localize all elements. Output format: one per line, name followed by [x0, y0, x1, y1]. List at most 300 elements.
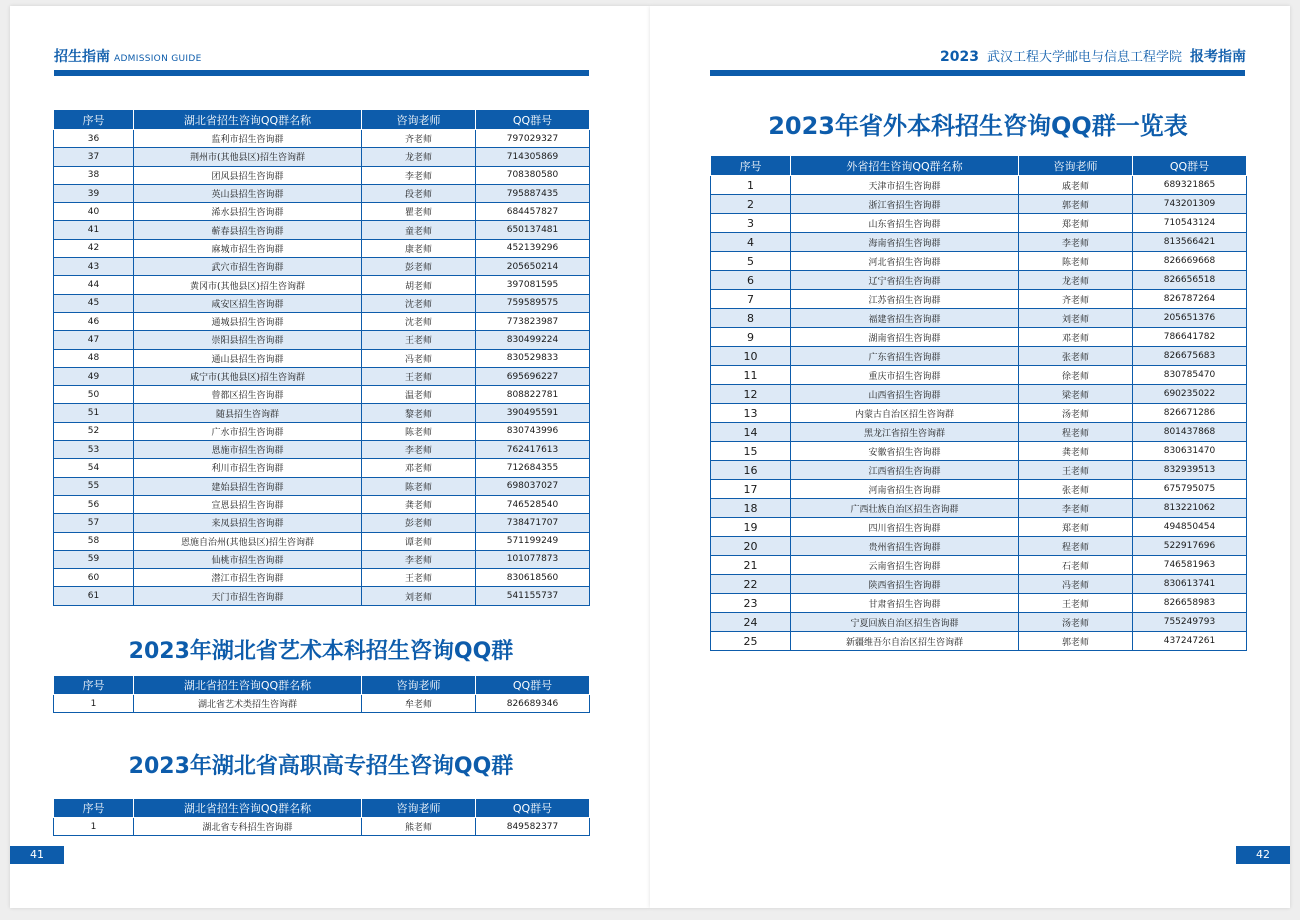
cell-group-name: 恩施自治州(其他县区)招生咨询群: [134, 532, 362, 550]
out-of-province-qq-table: [710, 155, 1247, 651]
table-row: [54, 184, 590, 202]
cell-qq-number: 690235022: [1133, 385, 1247, 404]
header-subtitle: ADMISSION GUIDE: [114, 54, 202, 64]
cell-group-name: 重庆市招生咨询群: [791, 366, 1019, 385]
cell-qq-number: 205650214: [476, 258, 590, 276]
table-row: [711, 214, 1247, 233]
table-row: [54, 587, 590, 605]
cell-group-name: 监利市招生咨询群: [134, 130, 362, 148]
table-row: [711, 442, 1247, 461]
cell-group-name: 浠水县招生咨询群: [134, 203, 362, 221]
cell-number: 36: [54, 130, 134, 148]
table-row: [54, 532, 590, 550]
cell-number: 48: [54, 349, 134, 367]
cell-number: 37: [54, 148, 134, 166]
cell-teacher: 沈老师: [362, 294, 476, 312]
cell-qq-number: 695696227: [476, 367, 590, 385]
cell-group-name: 咸宁市(其他县区)招生咨询群: [134, 367, 362, 385]
cell-group-name: 广东省招生咨询群: [791, 347, 1019, 366]
cell-teacher: 刘老师: [362, 587, 476, 605]
table-row: [54, 367, 590, 385]
cell-teacher: 张老师: [1019, 347, 1133, 366]
cell-group-name: 荆州市(其他县区)招生咨询群: [134, 148, 362, 166]
cell-qq-number: 830499224: [476, 331, 590, 349]
table-row: [711, 461, 1247, 480]
cell-teacher: 陈老师: [362, 422, 476, 440]
cell-qq-number: 762417613: [476, 441, 590, 459]
cell-number: 4: [711, 233, 791, 252]
table-row: [54, 441, 590, 459]
cell-group-name: 宣恩县招生咨询群: [134, 495, 362, 513]
cell-qq-number: 773823987: [476, 312, 590, 330]
cell-number: 60: [54, 569, 134, 587]
cell-number: 49: [54, 367, 134, 385]
table-header-row: [54, 676, 590, 695]
cell-teacher: 邓老师: [362, 459, 476, 477]
cell-qq-number: 759589575: [476, 294, 590, 312]
cell-qq-number: 797029327: [476, 130, 590, 148]
table-row: [54, 130, 590, 148]
cell-teacher: 黎老师: [362, 404, 476, 422]
cell-group-name: 云南省招生咨询群: [791, 556, 1019, 575]
table-row: [54, 422, 590, 440]
cell-teacher: 龙老师: [1019, 271, 1133, 290]
cell-group-name: 海南省招生咨询群: [791, 233, 1019, 252]
cell-number: 52: [54, 422, 134, 440]
table-row: [54, 695, 590, 713]
cell-qq-number: 571199249: [476, 532, 590, 550]
col-header-name: 外省招生咨询QQ群名称: [791, 156, 1019, 176]
table-row: [711, 385, 1247, 404]
cell-qq-number: 826671286: [1133, 404, 1247, 423]
table-row: [711, 632, 1247, 651]
cell-teacher: 石老师: [1019, 556, 1133, 575]
cell-group-name: 广西壮族自治区招生咨询群: [791, 499, 1019, 518]
cell-teacher: 沈老师: [362, 312, 476, 330]
table-row: [54, 276, 590, 294]
col-header-qq: QQ群号: [476, 110, 590, 130]
table-row: [711, 518, 1247, 537]
cell-group-name: 团风县招生咨询群: [134, 166, 362, 184]
cell-number: 11: [711, 366, 791, 385]
cell-number: 7: [711, 290, 791, 309]
cell-teacher: 齐老师: [362, 130, 476, 148]
col-header-qq: QQ群号: [476, 676, 590, 695]
table-header-row: [54, 110, 590, 130]
cell-number: 9: [711, 328, 791, 347]
cell-qq-number: 813566421: [1133, 233, 1247, 252]
cell-group-name: 武穴市招生咨询群: [134, 258, 362, 276]
cell-group-name: 英山县招生咨询群: [134, 184, 362, 202]
cell-teacher: 冯老师: [362, 349, 476, 367]
cell-teacher: 王老师: [1019, 461, 1133, 480]
col-header-teacher: 咨询老师: [362, 110, 476, 130]
table-row: [711, 366, 1247, 385]
cell-number: 45: [54, 294, 134, 312]
cell-group-name: 随县招生咨询群: [134, 404, 362, 422]
cell-qq-number: 522917696: [1133, 537, 1247, 556]
cell-number: 20: [711, 537, 791, 556]
cell-teacher: 胡老师: [362, 276, 476, 294]
cell-teacher: 谭老师: [362, 532, 476, 550]
col-header-qq: QQ群号: [1133, 156, 1247, 176]
cell-group-name: 江西省招生咨询群: [791, 461, 1019, 480]
cell-number: 23: [711, 594, 791, 613]
cell-teacher: 齐老师: [1019, 290, 1133, 309]
cell-number: 44: [54, 276, 134, 294]
header-year: 2023: [940, 49, 979, 65]
cell-qq-number: 746581963: [1133, 556, 1247, 575]
left-page: [10, 6, 650, 908]
page-number: 41: [10, 846, 64, 864]
cell-teacher: 康老师: [362, 239, 476, 257]
col-header-name: 湖北省招生咨询QQ群名称: [134, 676, 362, 695]
cell-teacher: 龚老师: [1019, 442, 1133, 461]
cell-qq-number: 830743996: [476, 422, 590, 440]
cell-teacher: 李老师: [1019, 499, 1133, 518]
cell-qq-number: 746528540: [476, 495, 590, 513]
cell-number: 24: [711, 613, 791, 632]
cell-group-name: 来凤县招生咨询群: [134, 514, 362, 532]
header-title: 报考指南: [1190, 49, 1246, 65]
cell-qq-number: 675795075: [1133, 480, 1247, 499]
col-header-teacher: 咨询老师: [1019, 156, 1133, 176]
cell-group-name: 咸安区招生咨询群: [134, 294, 362, 312]
cell-number: 51: [54, 404, 134, 422]
cell-qq-number: 830529833: [476, 349, 590, 367]
cell-qq-number: 808822781: [476, 386, 590, 404]
cell-group-name: 陕西省招生咨询群: [791, 575, 1019, 594]
cell-qq-number: 689321865: [1133, 176, 1247, 195]
cell-group-name: 辽宁省招生咨询群: [791, 271, 1019, 290]
cell-teacher: 郭老师: [1019, 632, 1133, 651]
cell-group-name: 曾都区招生咨询群: [134, 386, 362, 404]
cell-number: 13: [711, 404, 791, 423]
table-row: [711, 613, 1247, 632]
table-row: [54, 404, 590, 422]
cell-group-name: 甘肃省招生咨询群: [791, 594, 1019, 613]
table-header-row: [711, 156, 1247, 176]
cell-group-name: 建始县招生咨询群: [134, 477, 362, 495]
cell-number: 40: [54, 203, 134, 221]
cell-teacher: 梁老师: [1019, 385, 1133, 404]
out-of-province-title: 2023年省外本科招生咨询QQ群一览表: [768, 112, 1188, 140]
cell-number: 12: [711, 385, 791, 404]
cell-number: 22: [711, 575, 791, 594]
cell-number: 5: [711, 252, 791, 271]
col-header-no: 序号: [54, 799, 134, 818]
table-row: [54, 221, 590, 239]
header-school: 武汉工程大学邮电与信息工程学院: [986, 50, 1182, 65]
table-row: [711, 423, 1247, 442]
table-row: [711, 195, 1247, 214]
cell-teacher: 彭老师: [362, 258, 476, 276]
cell-number: 8: [711, 309, 791, 328]
table-row: [54, 569, 590, 587]
cell-teacher: 汤老师: [1019, 613, 1133, 632]
art-qq-table: [53, 675, 590, 713]
table-row: [711, 499, 1247, 518]
cell-number: 38: [54, 166, 134, 184]
table-row: [711, 176, 1247, 195]
table-row: [54, 258, 590, 276]
cell-number: 41: [54, 221, 134, 239]
art-section-title: 2023年湖北省艺术本科招生咨询QQ群: [128, 639, 514, 664]
cell-qq-number: 390495591: [476, 404, 590, 422]
cell-qq-number: 830613741: [1133, 575, 1247, 594]
cell-group-name: 湖北省专科招生咨询群: [134, 818, 362, 836]
cell-teacher: 童老师: [362, 221, 476, 239]
cell-qq-number: 698037027: [476, 477, 590, 495]
table-row: [54, 148, 590, 166]
cell-qq-number: 397081595: [476, 276, 590, 294]
cell-teacher: 李老师: [362, 441, 476, 459]
cell-teacher: 牟老师: [362, 695, 476, 713]
cell-teacher: 冯老师: [1019, 575, 1133, 594]
table-row: [711, 309, 1247, 328]
cell-qq-number: 684457827: [476, 203, 590, 221]
col-header-name: 湖北省招生咨询QQ群名称: [134, 799, 362, 818]
cell-qq-number: 830618560: [476, 569, 590, 587]
cell-group-name: 天门市招生咨询群: [134, 587, 362, 605]
cell-qq-number: 830631470: [1133, 442, 1247, 461]
table-row: [54, 349, 590, 367]
header-rule: [54, 70, 589, 76]
cell-qq-number: 541155737: [476, 587, 590, 605]
cell-group-name: 通山县招生咨询群: [134, 349, 362, 367]
cell-teacher: 陈老师: [362, 477, 476, 495]
table-row: [711, 575, 1247, 594]
cell-teacher: 龚老师: [362, 495, 476, 513]
cell-group-name: 河北省招生咨询群: [791, 252, 1019, 271]
table-row: [54, 818, 590, 836]
cell-number: 50: [54, 386, 134, 404]
cell-group-name: 黄冈市(其他县区)招生咨询群: [134, 276, 362, 294]
cell-teacher: 郭老师: [1019, 195, 1133, 214]
cell-teacher: 李老师: [362, 166, 476, 184]
cell-teacher: 瞿老师: [362, 203, 476, 221]
cell-group-name: 浙江省招生咨询群: [791, 195, 1019, 214]
cell-teacher: 王老师: [362, 569, 476, 587]
cell-group-name: 安徽省招生咨询群: [791, 442, 1019, 461]
cell-number: 42: [54, 239, 134, 257]
cell-teacher: 彭老师: [362, 514, 476, 532]
cell-qq-number: 801437868: [1133, 423, 1247, 442]
cell-teacher: 郑老师: [1019, 214, 1133, 233]
cell-teacher: 温老师: [362, 386, 476, 404]
cell-number: 61: [54, 587, 134, 605]
cell-qq-number: 826656518: [1133, 271, 1247, 290]
cell-qq-number: 743201309: [1133, 195, 1247, 214]
table-row: [711, 252, 1247, 271]
cell-qq-number: 826675683: [1133, 347, 1247, 366]
cell-number: 25: [711, 632, 791, 651]
cell-number: 3: [711, 214, 791, 233]
cell-number: 57: [54, 514, 134, 532]
cell-teacher: 张老师: [1019, 480, 1133, 499]
cell-qq-number: 826658983: [1133, 594, 1247, 613]
cell-qq-number: 786641782: [1133, 328, 1247, 347]
cell-group-name: 四川省招生咨询群: [791, 518, 1019, 537]
cell-group-name: 福建省招生咨询群: [791, 309, 1019, 328]
table-row: [54, 459, 590, 477]
table-row: [54, 312, 590, 330]
cell-number: 56: [54, 495, 134, 513]
cell-group-name: 蕲春县招生咨询群: [134, 221, 362, 239]
table-row: [711, 594, 1247, 613]
cell-number: 54: [54, 459, 134, 477]
cell-number: 1: [54, 695, 134, 713]
table-row: [54, 550, 590, 568]
cell-teacher: 王老师: [362, 331, 476, 349]
cell-qq-number: 494850454: [1133, 518, 1247, 537]
cell-number: 18: [711, 499, 791, 518]
col-header-no: 序号: [711, 156, 791, 176]
cell-qq-number: 755249793: [1133, 613, 1247, 632]
cell-group-name: 内蒙古自治区招生咨询群: [791, 404, 1019, 423]
cell-group-name: 崇阳县招生咨询群: [134, 331, 362, 349]
cell-qq-number: 832939513: [1133, 461, 1247, 480]
cell-qq-number: 795887435: [476, 184, 590, 202]
cell-teacher: 段老师: [362, 184, 476, 202]
cell-group-name: 山西省招生咨询群: [791, 385, 1019, 404]
cell-teacher: 戚老师: [1019, 176, 1133, 195]
cell-teacher: 熊老师: [362, 818, 476, 836]
cell-qq-number: 714305869: [476, 148, 590, 166]
cell-number: 1: [711, 176, 791, 195]
cell-qq-number: 712684355: [476, 459, 590, 477]
cell-teacher: 陈老师: [1019, 252, 1133, 271]
cell-group-name: 通城县招生咨询群: [134, 312, 362, 330]
cell-qq-number: 849582377: [476, 818, 590, 836]
cell-group-name: 潜江市招生咨询群: [134, 569, 362, 587]
cell-number: 1: [54, 818, 134, 836]
table-row: [711, 328, 1247, 347]
cell-teacher: 王老师: [362, 367, 476, 385]
cell-qq-number: 826669668: [1133, 252, 1247, 271]
cell-number: 46: [54, 312, 134, 330]
cell-teacher: 郑老师: [1019, 518, 1133, 537]
table-row: [54, 294, 590, 312]
cell-number: 58: [54, 532, 134, 550]
cell-teacher: 李老师: [1019, 233, 1133, 252]
cell-number: 53: [54, 441, 134, 459]
cell-number: 17: [711, 480, 791, 499]
col-header-name: 湖北省招生咨询QQ群名称: [134, 110, 362, 130]
table-row: [54, 495, 590, 513]
cell-group-name: 山东省招生咨询群: [791, 214, 1019, 233]
col-header-qq: QQ群号: [476, 799, 590, 818]
cell-qq-number: 650137481: [476, 221, 590, 239]
cell-number: 43: [54, 258, 134, 276]
cell-qq-number: 452139296: [476, 239, 590, 257]
cell-qq-number: 826787264: [1133, 290, 1247, 309]
table-row: [54, 514, 590, 532]
table-header-row: [54, 799, 590, 818]
cell-group-name: 天津市招生咨询群: [791, 176, 1019, 195]
cell-qq-number: 813221062: [1133, 499, 1247, 518]
cell-qq-number: 830785470: [1133, 366, 1247, 385]
cell-qq-number: 205651376: [1133, 309, 1247, 328]
table-row: [711, 233, 1247, 252]
page-number: 42: [1236, 846, 1290, 864]
cell-group-name: 黑龙江省招生咨询群: [791, 423, 1019, 442]
cell-qq-number: 826689346: [476, 695, 590, 713]
cell-number: 15: [711, 442, 791, 461]
cell-qq-number: 710543124: [1133, 214, 1247, 233]
cell-teacher: 徐老师: [1019, 366, 1133, 385]
cell-group-name: 江苏省招生咨询群: [791, 290, 1019, 309]
cell-teacher: 李老师: [362, 550, 476, 568]
table-row: [711, 347, 1247, 366]
table-row: [711, 404, 1247, 423]
cell-number: 10: [711, 347, 791, 366]
hubei-qq-table: [53, 109, 590, 606]
cell-number: 39: [54, 184, 134, 202]
table-row: [54, 203, 590, 221]
cell-group-name: 贵州省招生咨询群: [791, 537, 1019, 556]
cell-group-name: 湖北省艺术类招生咨询群: [134, 695, 362, 713]
header-title: 招生指南: [54, 49, 110, 65]
cell-teacher: 汤老师: [1019, 404, 1133, 423]
cell-number: 47: [54, 331, 134, 349]
cell-group-name: 广水市招生咨询群: [134, 422, 362, 440]
cell-teacher: 龙老师: [362, 148, 476, 166]
table-row: [711, 480, 1247, 499]
col-header-teacher: 咨询老师: [362, 676, 476, 695]
table-row: [711, 537, 1247, 556]
table-row: [54, 239, 590, 257]
table-row: [54, 477, 590, 495]
cell-number: 14: [711, 423, 791, 442]
right-page-header: [940, 46, 1246, 64]
table-row: [711, 556, 1247, 575]
table-row: [54, 386, 590, 404]
cell-teacher: 刘老师: [1019, 309, 1133, 328]
right-page: [650, 6, 1290, 908]
table-row: [711, 290, 1247, 309]
vocational-section-title: 2023年湖北省高职高专招生咨询QQ群: [128, 754, 514, 779]
col-header-no: 序号: [54, 676, 134, 695]
cell-group-name: 麻城市招生咨询群: [134, 239, 362, 257]
vocational-qq-table: [53, 798, 590, 836]
cell-group-name: 新疆维吾尔自治区招生咨询群: [791, 632, 1019, 651]
cell-number: 21: [711, 556, 791, 575]
cell-teacher: 程老师: [1019, 537, 1133, 556]
left-page-header: [54, 46, 202, 64]
cell-number: 19: [711, 518, 791, 537]
cell-group-name: 宁夏回族自治区招生咨询群: [791, 613, 1019, 632]
cell-teacher: 邓老师: [1019, 328, 1133, 347]
table-row: [54, 166, 590, 184]
cell-qq-number: 738471707: [476, 514, 590, 532]
cell-group-name: 河南省招生咨询群: [791, 480, 1019, 499]
cell-number: 55: [54, 477, 134, 495]
table-row: [711, 271, 1247, 290]
cell-qq-number: 437247261: [1133, 632, 1247, 651]
header-rule: [710, 70, 1245, 76]
cell-group-name: 仙桃市招生咨询群: [134, 550, 362, 568]
col-header-teacher: 咨询老师: [362, 799, 476, 818]
col-header-no: 序号: [54, 110, 134, 130]
cell-number: 6: [711, 271, 791, 290]
cell-group-name: 湖南省招生咨询群: [791, 328, 1019, 347]
cell-teacher: 王老师: [1019, 594, 1133, 613]
cell-teacher: 程老师: [1019, 423, 1133, 442]
cell-group-name: 恩施市招生咨询群: [134, 441, 362, 459]
cell-group-name: 利川市招生咨询群: [134, 459, 362, 477]
cell-number: 2: [711, 195, 791, 214]
